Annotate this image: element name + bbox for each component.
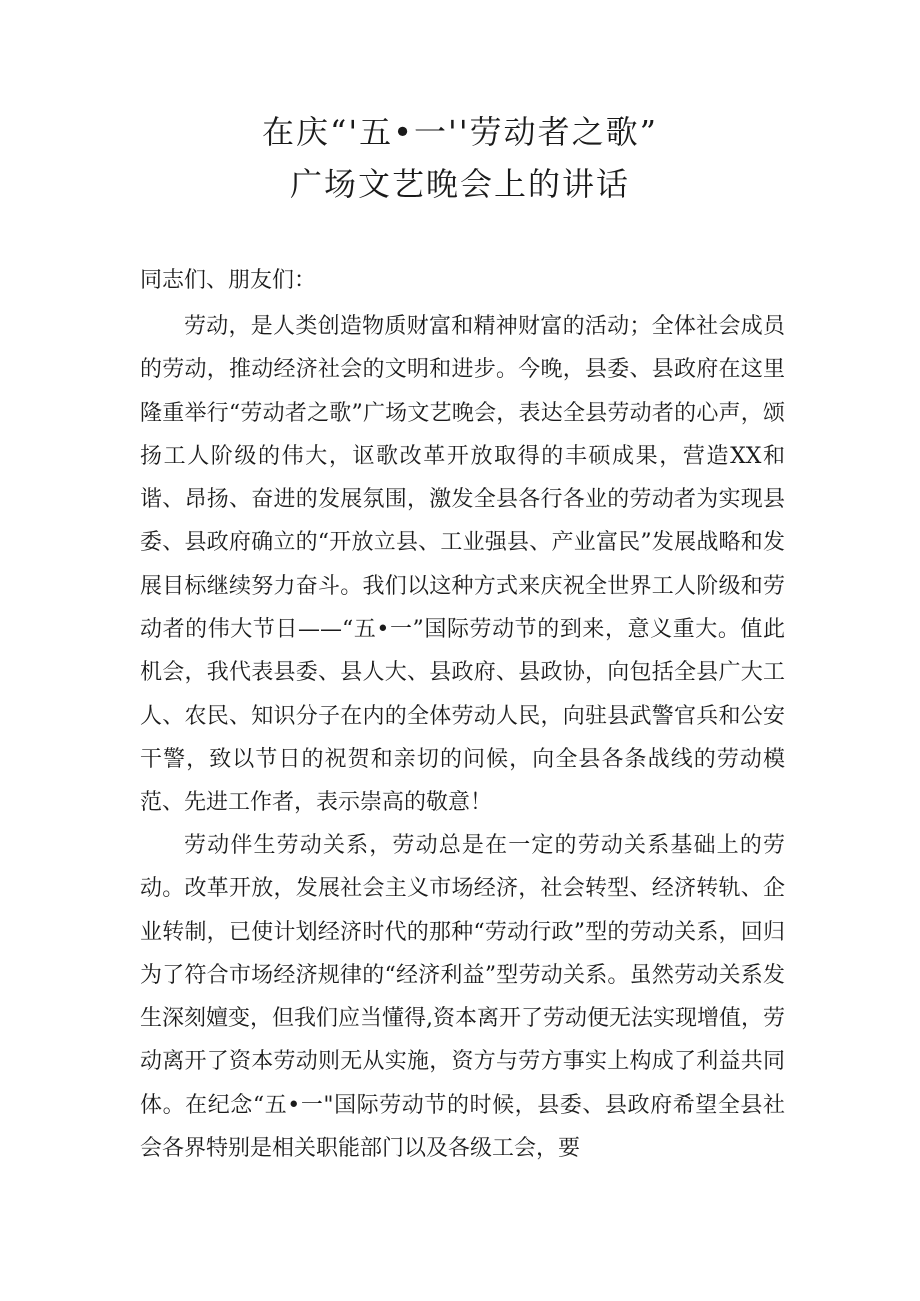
document-title-line-2: 广场文艺晚会上的讲话 [289, 165, 630, 203]
paragraph-1: 劳动，是人类创造物质财富和精神财富的活动；全体社会成员的劳动，推动经济社会的文明和进步。今晚，县委、县政府在这里隆重举行“劳动者之歌”广场文艺晚会，表达全县劳动者的心声，颂扬工人阶级的伟大，讴歌改革开放取得的丰硕成果，营造XX和谐、昂扬、奋进的发展氛围，激发全县各行各业的劳动者为实现县委、县政府确立的“开放立县、工业强县、产业富民”发展战略和发展目标继续努力奋斗。我们以这种方式来庆祝全世界工人阶级和劳动者的伟大节日——“五•一”国际劳动节的到来，意义重大。值此机会，我代表县委、县人大、县政府、县政协，向包括全县广大工人、农民、知识分子在内的全体劳动人民，向驻县武警官兵和公安干警，致以节日的祝贺和亲切的问候，向全县各条战线的劳动模范、先进工作者，表示崇高的敬意！ [140, 314, 785, 816]
salutation: 同志们、朋友们： [140, 268, 317, 293]
document-title-line-1: 在庆“'五•一''劳动者之歌” [262, 113, 658, 151]
paragraph-2: 劳动伴生劳动关系，劳动总是在一定的劳动关系基础上的劳动。改革开放，发展社会主义市场经济，社会转型、经济转轨、企业转制，已使计划经济时代的那种“劳动行政”型的劳动关系，回归为了符合市场经济规律的“经济利益”型劳动关系。虽然劳动关系发生深刻嬗变，但我们应当懂得,资本离开了劳动便无法实现增值，劳动离开了资本劳动则无从实施，资方与劳方事实上构成了利益共同体。在纪念“五•一"国际劳动节的时候，县委、县政府希望全县社会各界特别是相关职能部门以及各级工会，要 [140, 833, 785, 1162]
